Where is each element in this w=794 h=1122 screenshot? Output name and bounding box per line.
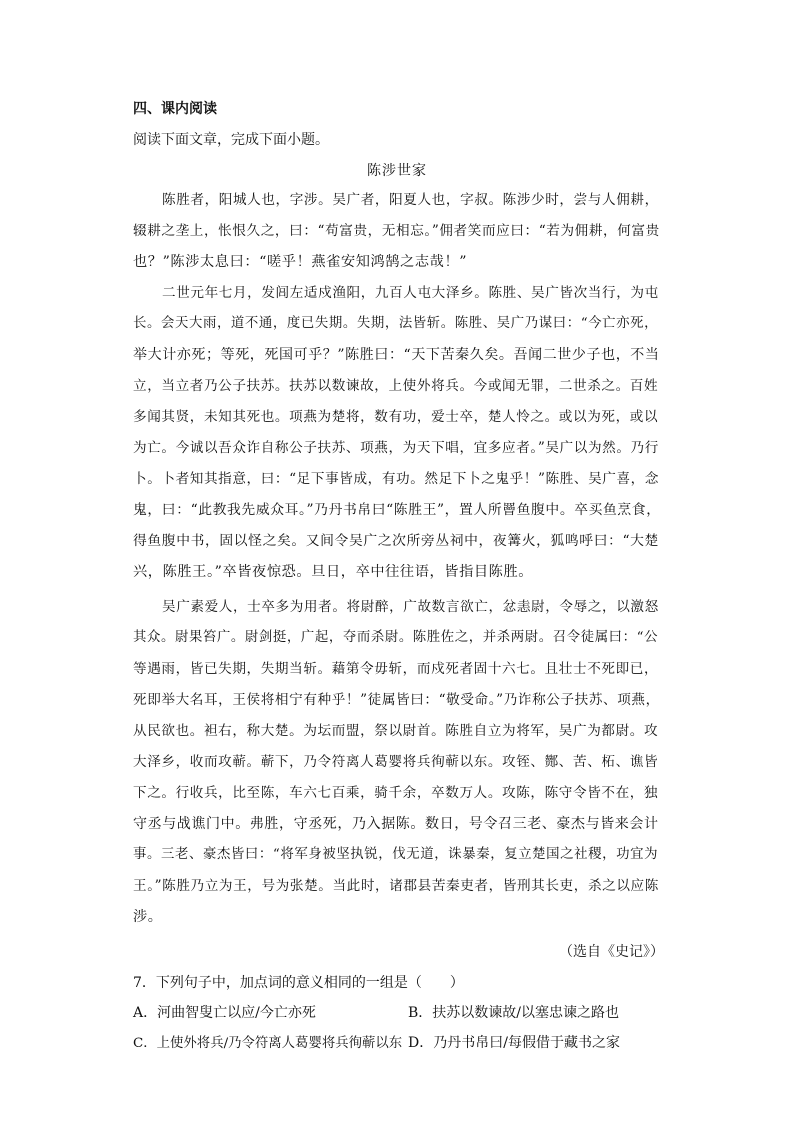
passage-line: 等遇雨，皆已失期，失期当斩。藉第令毋斩，而戍死者固十六七。且壮士不死即已， — [133, 661, 659, 677]
passage-line: 也？”陈涉太息曰：“嗟乎！燕雀安知鸿鹄之志哉！” — [133, 254, 468, 270]
passage-line: 二世元年七月，发闾左适戍渔阳，九百人屯大泽乡。陈胜、吴广皆次当行，为屯 — [162, 285, 659, 301]
passage-line: 兴，陈胜王。”卒皆夜惊恐。旦日，卒中往往语，皆指目陈胜。 — [133, 564, 534, 580]
passage-line: 其众。尉果笞广。尉剑挺，广起，夺而杀尉。陈胜佐之，并杀两尉。召令徒属曰：“公 — [133, 630, 659, 645]
source-citation: （选自《史记》） — [559, 944, 664, 960]
option-d: D．乃丹书帛曰/每假借于藏书之家 — [408, 1035, 620, 1051]
question-stem: 7．下列句子中，加点词的意义相同的一组是（ ） — [133, 975, 464, 991]
passage-line: 死即举大名耳，王侯将相宁有种乎！”徒属皆曰：“敬受命。”乃诈称公子扶苏、项燕， — [133, 692, 660, 708]
passage-line: 卜。卜者知其指意，曰：“足下事皆成，有功。然足下卜之鬼乎！”陈胜、吴广喜，念 — [133, 471, 660, 487]
passage-line: 长。会天大雨，道不通，度已失期。失期，法皆斩。陈胜、吴广乃谋曰：“今亡亦死， — [133, 316, 659, 331]
passage-line: 守丞与战谯门中。弗胜，守丞死，乃入据陈。数日，号令召三老、豪杰与皆来会计 — [133, 816, 659, 832]
passage-line: 陈胜者，阳城人也，字涉。吴广者，阳夏人也，字叔。陈涉少时，尝与人佣耕， — [162, 192, 659, 208]
passage-line: 鬼，曰：“此教我先威众耳。”乃丹书帛曰“陈胜王”，置人所罾鱼腹中。卒买鱼烹食， — [133, 502, 661, 518]
passage-line: 涉。 — [133, 909, 163, 925]
passage-line: 立，当立者乃公子扶苏。扶苏以数谏故，上使外将兵。今或闻无罪，二世杀之。百姓 — [133, 378, 659, 394]
option-a: A．河曲智叟亡以应/今亡亦死 — [133, 1005, 316, 1021]
passage-title: 陈涉世家 — [367, 163, 427, 179]
option-b: B．扶苏以数谏故/以塞忠谏之路也 — [408, 1005, 620, 1021]
passage-line: 多闻其贤，未知其死也。项燕为楚将，数有功，爱士卒，楚人怜之。或以为死，或以 — [133, 409, 659, 425]
passage-line: 举大计亦死；等死，死国可乎？”陈胜曰：“天下苦秦久矣。吾闻二世少子也，不当 — [133, 347, 660, 363]
passage-line: 得鱼腹中书，固以怪之矣。又间令吴广之次所旁丛祠中，夜篝火，狐鸣呼曰：“大楚 — [133, 533, 659, 549]
passage-line: 大泽乡，收而攻蕲。蕲下，乃令符离人葛婴将兵徇蕲以东。攻铚、酂、苦、柘、谯皆 — [133, 754, 659, 770]
passage-line: 吴广素爱人，士卒多为用者。将尉醉，广故数言欲亡，忿恚尉，令辱之，以激怒 — [162, 599, 659, 615]
passage-line: 下之。行收兵，比至陈，车六七百乘，骑千余，卒数万人。攻陈，陈守令皆不在，独 — [133, 785, 659, 801]
passage-line: 辍耕之垄上，怅恨久之，曰：“苟富贵，无相忘。”佣者笑而应曰：“若为佣耕，何富贵 — [133, 223, 660, 239]
instruction-text: 阅读下面文章，完成下面小题。 — [133, 132, 329, 148]
passage-line: 王。”陈胜乃立为王，号为张楚。当此时，诸郡县苦秦吏者，皆刑其长吏，杀之以应陈 — [133, 878, 659, 894]
passage-line: 事。三老、豪杰皆曰：“将军身被坚执锐，伐无道，诛暴秦，复立楚国之社稷，功宜为 — [133, 847, 659, 862]
passage-line: 为亡。今诚以吾众诈自称公子扶苏、项燕，为天下唱，宜多应者。”吴广以为然。乃行 — [133, 440, 659, 456]
passage-line: 从民欲也。袒右，称大楚。为坛而盟，祭以尉首。陈胜自立为将军，吴广为都尉。攻 — [133, 723, 659, 739]
section-heading: 四、课内阅读 — [133, 101, 217, 117]
option-c: C．上使外将兵/乃令符离人葛婴将兵徇蕲以东 — [133, 1036, 403, 1051]
